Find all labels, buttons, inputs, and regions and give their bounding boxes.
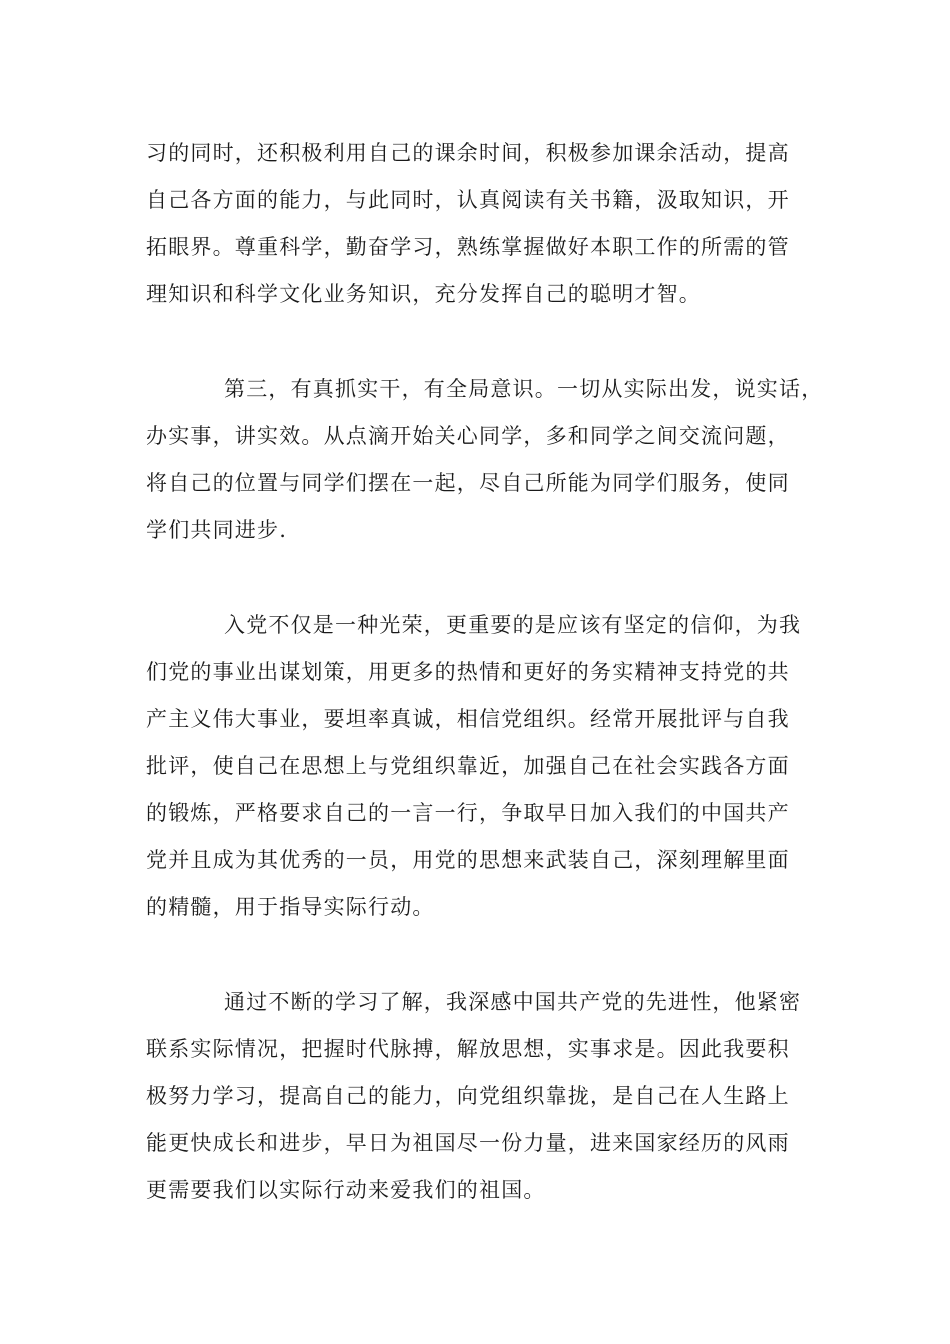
text-line: 们党的事业出谋划策，用更多的热情和更好的务实精神支持党的共: [146, 660, 790, 684]
paragraph-spacer: [146, 318, 826, 366]
text-line-first: 通过不断的学习了解，我深感中国共产党的先进性，他紧密: [224, 990, 802, 1014]
text-line: 拓眼界。尊重科学，勤奋学习，熟练掌握做好本职工作的所需的管: [146, 235, 790, 259]
paragraph-spacer: [146, 554, 826, 602]
text-line: 能更快成长和进步，早日为祖国尽一份力量，进来国家经历的风雨: [146, 1131, 790, 1155]
document-body: [146, 130, 826, 1214]
paragraph-spacer: [146, 931, 826, 979]
paragraph-4: [146, 979, 826, 1214]
text-line: 党并且成为其优秀的一员，用党的思想来武装自己，深刻理解里面: [146, 848, 790, 872]
paragraph-3: [146, 602, 826, 931]
text-line-first: 入党不仅是一种光荣，更重要的是应该有坚定的信仰，为我: [224, 613, 802, 637]
text-line: 办实事，讲实效。从点滴开始关心同学，多和同学之间交流问题，: [146, 424, 790, 448]
text-line: 产主义伟大事业，要坦率真诚，相信党组织。经常开展批评与自我: [146, 707, 790, 731]
paragraph-2: [146, 366, 826, 554]
text-line: 极努力学习，提高自己的能力，向党组织靠拢，是自己在人生路上: [146, 1084, 790, 1108]
text-line: 的精髓，用于指导实际行动。: [146, 895, 435, 919]
text-line-first: 第三，有真抓实干，有全局意识。一切从实际出发，说实话，: [224, 377, 824, 401]
text-line: 联系实际情况，把握时代脉搏，解放思想，实事求是。因此我要积: [146, 1037, 790, 1061]
text-line: 理知识和科学文化业务知识，充分发挥自己的聪明才智。: [146, 282, 701, 306]
text-line: 习的同时，还积极利用自己的课余时间，积极参加课余活动，提高: [146, 141, 790, 165]
paragraph-1: [146, 130, 826, 318]
text-line: 将自己的位置与同学们摆在一起，尽自己所能为同学们服务，使同: [146, 471, 790, 495]
text-line: 更需要我们以实际行动来爱我们的祖国。: [146, 1178, 546, 1202]
text-line: 学们共同进步.: [146, 518, 288, 542]
text-line: 的锻炼，严格要求自己的一言一行，争取早日加入我们的中国共产: [146, 801, 790, 825]
text-line: 自己各方面的能力，与此同时，认真阅读有关书籍，汲取知识，开: [146, 188, 790, 212]
text-line: 批评，使自己在思想上与党组织靠近，加强自己在社会实践各方面: [146, 754, 790, 778]
